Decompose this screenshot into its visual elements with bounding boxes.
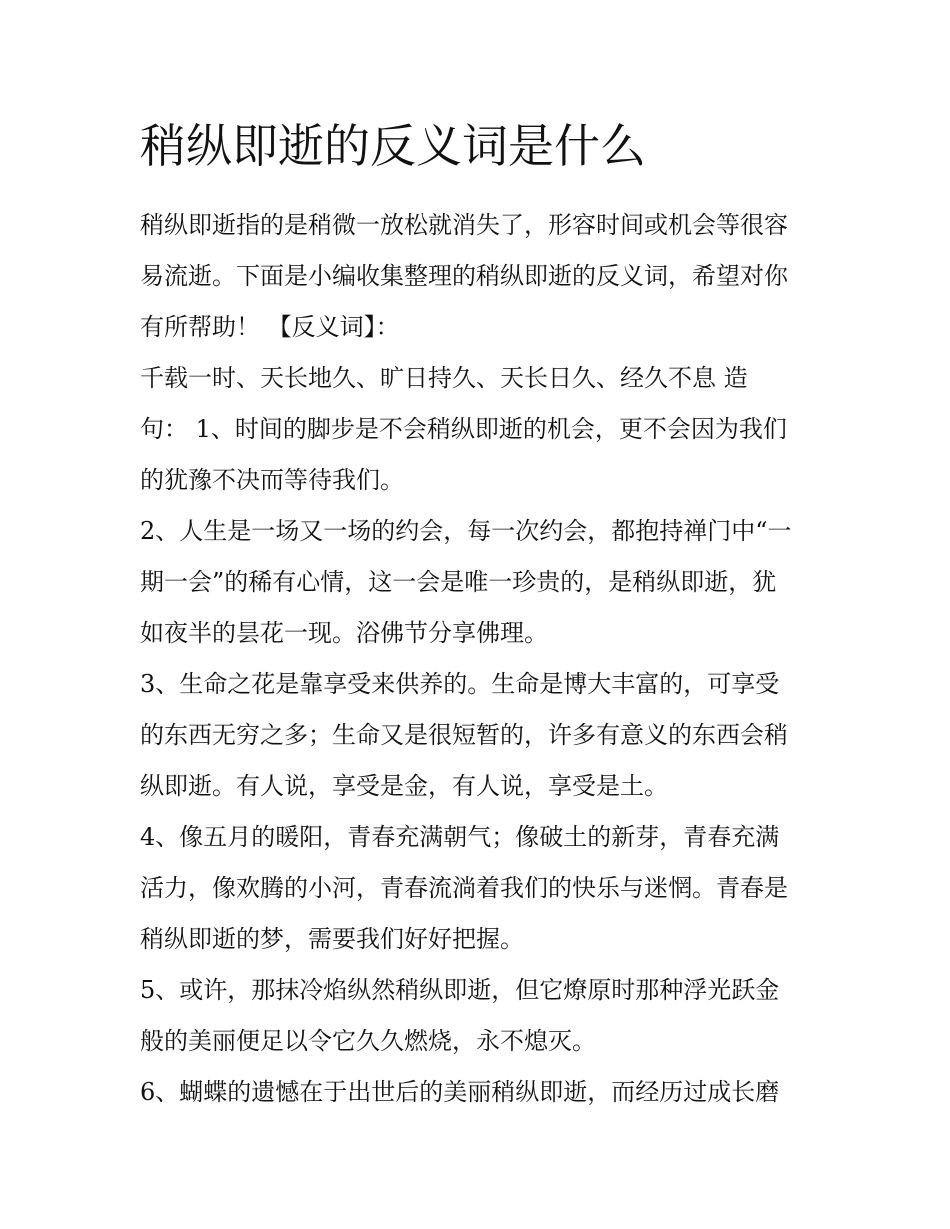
text-line: 般的美丽便足以令它久久燃烧，永不熄灭。 (140, 1027, 596, 1055)
text-line: 句： 1、时间的脚步是不会稍纵即逝的机会，更不会因为我们 (140, 415, 787, 443)
paragraph-example-4 (140, 812, 820, 965)
paragraph-antonyms (140, 353, 820, 506)
text-line: 稍纵即逝指的是稍微一放松就消失了，形容时间或机会等很容 (140, 211, 788, 239)
text-line: 千载一时、天长地久、旷日持久、天长日久、经久不息 造 (140, 364, 748, 392)
text-line: 有所帮助！ 【反义词】： (140, 313, 400, 341)
text-line: 期一会”的稀有心情，这一会是唯一珍贵的，是稍纵即逝，犹 (140, 568, 777, 596)
paragraph-example-6 (140, 1067, 820, 1118)
text-line: 2、人生是一场又一场的约会，每一次约会，都抱持禅门中“一 (140, 517, 792, 545)
text-line: 如夜半的昙花一现。浴佛节分享佛理。 (140, 619, 548, 647)
text-line: 5、或许，那抹冷焰纵然稍纵即逝，但它燎原时那种浮光跃金 (140, 976, 780, 1004)
paragraph-intro (140, 200, 820, 353)
text-line: 纵即逝。有人说，享受是金，有人说，享受是土。 (140, 772, 668, 800)
paragraph-example-3 (140, 659, 820, 812)
text-line: 稍纵即逝的梦，需要我们好好把握。 (140, 925, 524, 953)
page-title: 稍纵即逝的反义词是什么 (140, 119, 646, 173)
text-line: 的东西无穷之多；生命又是很短暂的，许多有意义的东西会稍 (140, 721, 788, 749)
text-line: 易流逝。下面是小编收集整理的稍纵即逝的反义词，希望对你 (140, 262, 788, 290)
paragraph-example-5 (140, 965, 820, 1067)
text-line: 3、生命之花是靠享受来供养的。生命是博大丰富的，可享受 (140, 670, 780, 698)
text-line: 4、像五月的暖阳，青春充满朝气；像破土的新芽，青春充满 (140, 823, 780, 851)
document-body (140, 200, 820, 1118)
text-line: 的犹豫不决而等待我们。 (140, 466, 404, 494)
text-line: 6、蝴蝶的遗憾在于出世后的美丽稍纵即逝，而经历过成长磨 (140, 1078, 780, 1106)
paragraph-example-2 (140, 506, 820, 659)
text-line: 活力，像欢腾的小河，青春流淌着我们的快乐与迷惘。青春是 (140, 874, 788, 902)
